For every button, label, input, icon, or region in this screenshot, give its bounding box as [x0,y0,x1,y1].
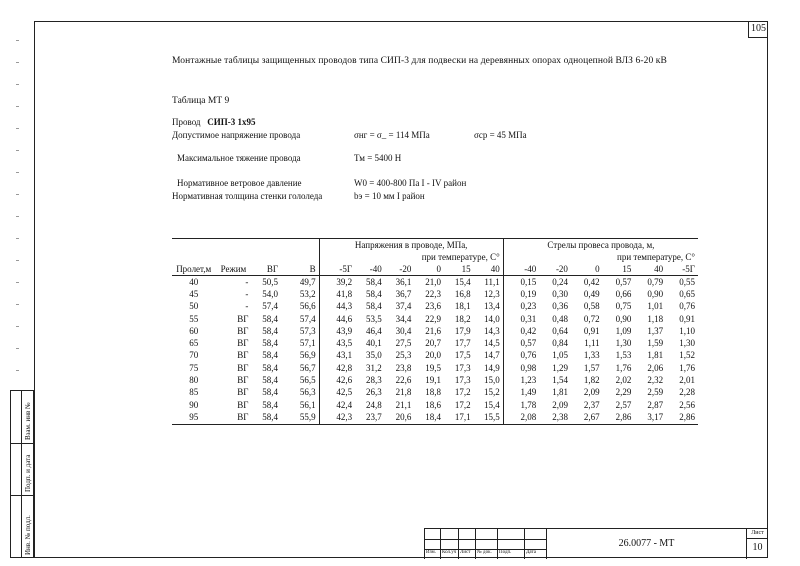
table-cell: 2,02 [615,375,632,386]
avg-stress-value: σср = 45 МПа [474,130,527,140]
table-cell: ВГ [237,375,249,386]
table-cell: 41,8 [319,288,355,300]
table-cell: 25,3 [395,350,412,361]
table-cell: 0,57 [615,276,632,287]
table-cell: 2,09 [552,399,568,410]
table-cell: 0,72 [583,313,600,324]
table-cell: 1,54 [552,375,568,386]
table-cell: 42,6 [319,374,355,386]
table-cell: 1,37 [647,325,664,336]
table-cell: 2,86 [666,411,698,424]
sign-date-label: Подп. и дата [24,454,32,492]
table-cell: 42,5 [319,387,355,399]
table-cell: 23,7 [355,411,385,424]
table-cell: 0,66 [615,288,632,299]
stamp-col-label: Дата [526,550,536,555]
table-row [172,325,698,337]
table-cell: 58,4 [365,276,382,287]
table-cell: 17,9 [454,325,471,336]
table-cell: 53,5 [365,313,382,324]
table-row [172,362,698,374]
margin-tick [16,106,19,107]
table-cell: 42,3 [319,411,355,424]
table-cell: 95 [172,411,215,424]
table-cell: 21,8 [395,387,412,398]
document-title: Монтажные таблицы защищенных проводов типа СИП-3 для подвески на деревянных опорах одноцепной ВЛЗ 6-20 кВ [172,56,667,66]
table-cell: ВГ [237,338,249,349]
table-cell: 17,1 [444,411,474,424]
inv-number-label: Инв. № подл. [24,515,32,555]
column-header: -40 [503,263,539,276]
table-cell: 34,4 [395,313,412,324]
table-cell: 57,4 [299,313,316,324]
table-cell: 19,5 [425,362,441,373]
table-cell: 1,23 [503,374,539,386]
margin-tick [16,216,19,217]
table-cell: 3,17 [634,411,666,424]
table-cell: 17,3 [454,362,471,373]
table-cell: 36,7 [395,288,412,299]
margin-tick [16,62,19,63]
table-cell: 0,55 [679,276,695,287]
table-cell: 28,3 [365,375,382,386]
table-cell: 17,2 [454,399,471,410]
table-cell: 58,4 [262,399,279,410]
column-header: -20 [385,263,415,276]
table-cell: 1,10 [679,325,695,336]
table-cell: 22,9 [425,313,441,324]
table-cell: 17,7 [454,338,471,349]
table-cell: 1,57 [583,362,600,373]
column-header: 40 [474,263,504,276]
table-cell: 70 [189,350,199,361]
table-cell: 56,6 [299,301,316,312]
table-cell: 1,78 [503,399,539,411]
table-cell: 1,53 [615,350,632,361]
table-cell: 1,82 [583,375,600,386]
margin-tick [16,238,19,239]
table-cell: 35,0 [365,350,382,361]
table-cell: 58,4 [262,375,279,386]
document-number: 26.0077 - МТ [546,529,746,559]
table-cell: 13,4 [483,301,500,312]
margin-tick [16,304,19,305]
table-cell: 39,2 [319,276,355,289]
table-cell: 0,91 [583,325,600,336]
table-cell: 1,52 [679,350,695,361]
table-cell: 56,9 [299,350,316,361]
table-cell: 0,48 [552,313,568,324]
wire-line [172,117,256,127]
table-cell: 57,3 [299,325,316,336]
table-cell: 2,09 [583,387,600,398]
margin-tick [16,370,19,371]
table-cell: 1,05 [552,350,568,361]
table-cell: 43,5 [319,337,355,349]
margin-tick [16,194,19,195]
table-cell: 2,38 [539,411,571,424]
table-cell: 12,3 [483,288,500,299]
table-cell: 20,7 [425,338,441,349]
table-cell: 58,4 [365,301,382,312]
allowed-stress-value: σнг = σ_ = 114 МПа [354,130,430,140]
table-cell: 58,4 [262,325,279,336]
table-cell: 0,23 [503,301,539,313]
table-cell: 80 [189,375,199,386]
table-cell: 1,49 [503,387,539,399]
table-cell: 18,4 [414,411,444,424]
column-header: -20 [539,263,571,276]
table-cell: 40 [189,276,199,287]
table-row [172,337,698,349]
sheet-number: 10 [752,542,763,553]
table-cell: 56,3 [299,387,316,398]
table-cell: 1,18 [647,313,664,324]
column-header: 15 [444,263,474,276]
table-cell: 14,7 [483,350,500,361]
margin-tick [16,84,19,85]
table-cell: 0,49 [583,288,600,299]
margin-tick [16,128,19,129]
table-cell: ВГ [215,411,251,424]
table-cell: 2,32 [647,375,664,386]
table-cell: 0,15 [503,276,539,289]
stamp-col-label: Изм. [426,550,436,555]
table-cell: 37,4 [395,301,412,312]
table-cell: 90 [189,399,199,410]
column-header: -40 [355,263,385,276]
table-cell: 0,31 [503,313,539,325]
stamp-col-label: Подп. [499,550,512,555]
stamp-col-label: № док. [477,550,492,555]
table-row [172,350,698,362]
table-cell: 15,4 [454,276,471,287]
table-cell: ВГ [237,350,249,361]
table-cell: 40,1 [365,338,382,349]
table-cell: 44,6 [319,313,355,325]
table-cell: 14,3 [483,325,500,336]
table-cell: 0,65 [679,288,695,299]
wire-label: Провод [172,117,201,127]
table-cell: 1,30 [615,338,632,349]
table-cell: 22,6 [395,375,412,386]
table-cell: 0,57 [503,337,539,349]
table-cell: 36,1 [395,276,412,287]
table-cell: 57,1 [299,338,316,349]
table-row [172,387,698,399]
max-tension-label: Максимальное тяжение провода [177,153,301,163]
table-cell: 2,29 [615,387,632,398]
table-cell: 1,01 [647,301,664,312]
table-cell: 1,59 [647,338,664,349]
table-cell: 1,33 [583,350,600,361]
table-cell: 17,3 [454,375,471,386]
page-number: 105 [748,21,768,38]
wind-label: Нормативное ветровое давление [177,178,302,188]
table-cell: 42,4 [319,399,355,411]
table-cell: 14,0 [483,313,500,324]
column-header: -5Г [319,263,355,276]
margin-tick [16,348,19,349]
table-cell: 2,28 [679,387,695,398]
table-cell: 1,09 [615,325,632,336]
table-cell: 15,2 [483,387,500,398]
sheet-label: Лист [747,529,768,539]
table-label: Таблица МТ 9 [172,96,230,106]
table-row [172,288,698,300]
table-cell: 31,2 [365,362,382,373]
table-cell: 56,1 [299,399,316,410]
table-cell: - [245,276,249,287]
table-cell: 1,29 [552,362,568,373]
column-header: 15 [603,263,635,276]
table-cell: 2,06 [647,362,664,373]
table-cell: 1,81 [647,350,664,361]
table-cell: 50 [189,301,199,312]
table-cell: 85 [189,387,199,398]
table-cell: 2,56 [679,399,695,410]
table-cell: 23,8 [395,362,412,373]
table-cell: 26,3 [365,387,382,398]
table-cell: 14,5 [483,338,500,349]
table-cell: 14,9 [483,362,500,373]
table-cell: 57,4 [262,301,279,312]
mounting-table [172,238,698,425]
table-cell: 1,30 [679,338,695,349]
table-cell: 21,0 [425,276,441,287]
margin-tick [16,150,19,151]
ice-label: Нормативная толщина стенки гололеда [172,191,323,201]
table-cell: 2,59 [647,387,664,398]
table-cell: 15,4 [483,399,500,410]
table-cell: 50,5 [262,276,279,287]
table-cell: 58,4 [251,411,281,424]
table-cell: 0,90 [615,313,632,324]
table-cell: 1,76 [679,362,695,373]
table-cell: 2,37 [583,399,600,410]
table-cell: 1,81 [552,387,568,398]
replace-inv-label: Взам. инв № [24,402,32,440]
table-cell: 30,4 [395,325,412,336]
table-cell: 43,9 [319,325,355,337]
stamp-col-label: Лист [460,550,471,555]
margin-tick [16,172,19,173]
table-cell: 15,0 [483,375,500,386]
table-row [172,411,698,424]
margin-tick [16,260,19,261]
allowed-stress-label: Допустимое напряжение провода [172,130,301,140]
table-cell: 44,3 [319,301,355,313]
column-header: 40 [634,263,666,276]
table-cell: 22,3 [425,288,441,299]
table-cell: ВГ [237,387,249,398]
ice-value: bэ = 10 мм I район [354,191,425,201]
table-cell: 11,1 [484,276,500,287]
sheet-box [746,529,768,559]
table-cell: ВГ [237,325,249,336]
table-cell: 1,11 [584,338,600,349]
table-cell: 65 [189,338,199,349]
table-cell: 75 [189,362,199,373]
table-row [172,374,698,386]
table-cell: 17,5 [454,350,471,361]
table-cell: 19,1 [425,375,441,386]
title-block-stamp [424,528,768,558]
column-header: Режим [215,263,251,276]
table-cell: 23,6 [425,301,441,312]
table-row [172,399,698,411]
table-cell: 0,24 [552,276,568,287]
table-cell: 43,1 [319,350,355,362]
table-cell: 54,0 [262,288,279,299]
table-cell: 18,6 [425,399,441,410]
table-cell: 0,76 [679,301,695,312]
table-cell: 58,4 [262,338,279,349]
table-cell: 45 [189,288,199,299]
table-cell: 60 [189,325,199,336]
table-cell: 0,30 [552,288,568,299]
table-cell: 0,76 [503,350,539,362]
table-cell: 53,2 [299,288,316,299]
column-header: Пролет,м [172,263,215,276]
table-cell: 18,8 [425,387,441,398]
table-row [172,276,698,289]
table-cell: 0,58 [583,301,600,312]
group-sag-header: Стрелы провеса провода, м, [503,239,698,252]
table-cell: 17,2 [454,387,471,398]
table-cell: 2,67 [571,411,603,424]
table-cell: 18,2 [454,313,471,324]
margin-tick [16,282,19,283]
max-tension-value: Тм = 5400 Н [354,153,402,163]
table-cell: 0,42 [583,276,600,287]
wire-type: СИП-3 1х95 [207,117,256,127]
table-cell: - [245,288,249,299]
margin-tick [16,40,19,41]
table-cell: 20,6 [385,411,415,424]
table-cell: 58,4 [262,362,279,373]
table-cell: ВГ [237,313,249,324]
column-header: В [281,263,319,276]
table-cell: ВГ [237,399,249,410]
table-cell: 58,4 [262,387,279,398]
table-cell: 2,08 [503,411,539,424]
table-cell: 21,6 [425,325,441,336]
column-header: 0 [414,263,444,276]
table-cell: - [245,301,249,312]
stamp-col-label: Кол.уч [442,550,457,555]
table-cell: 56,7 [299,362,316,373]
table-cell: 2,57 [615,399,632,410]
table-cell: 55 [189,313,199,324]
group-tension-subheader: при температуре, С° [319,251,503,263]
table-row [172,301,698,313]
table-cell: 58,4 [365,288,382,299]
table-cell: 56,5 [299,375,316,386]
table-cell: 2,87 [647,399,664,410]
table-cell: 2,86 [603,411,635,424]
group-tension-header: Напряжения в проводе, МПа, [319,239,503,252]
table-row [172,313,698,325]
table-cell: 0,36 [552,301,568,312]
table-cell: 58,4 [262,350,279,361]
table-cell: 0,98 [503,362,539,374]
table-cell: 0,91 [679,313,695,324]
table-cell: ВГ [237,362,249,373]
table-cell: 0,90 [647,288,664,299]
table-cell: 1,76 [615,362,632,373]
table-cell: 46,4 [365,325,382,336]
wind-value: W0 = 400-800 Па I - IV район [354,178,467,188]
table-cell: 2,01 [679,375,695,386]
table-cell: 20,0 [425,350,441,361]
table-cell: 58,4 [262,313,279,324]
column-header: -5Г [666,263,698,276]
table-cell: 16,8 [454,288,471,299]
table-cell: 0,79 [647,276,664,287]
table-cell: 0,84 [552,338,568,349]
margin-tick [16,326,19,327]
table-cell: 42,8 [319,362,355,374]
table-cell: 0,19 [503,288,539,300]
column-header: ВГ [251,263,281,276]
table-cell: 15,5 [474,411,504,424]
table-cell: 27,5 [395,338,412,349]
table-cell: 49,7 [299,276,316,287]
table-cell: 0,75 [615,301,632,312]
table-cell: 21,1 [395,399,412,410]
table-cell: 18,1 [454,301,471,312]
table-cell: 0,42 [503,325,539,337]
group-sag-subheader: при температуре, С° [503,251,698,263]
table-cell: 0,64 [552,325,568,336]
table-cell: 24,8 [365,399,382,410]
side-stamp [10,390,34,558]
column-header: 0 [571,263,603,276]
table-cell: 55,9 [281,411,319,424]
